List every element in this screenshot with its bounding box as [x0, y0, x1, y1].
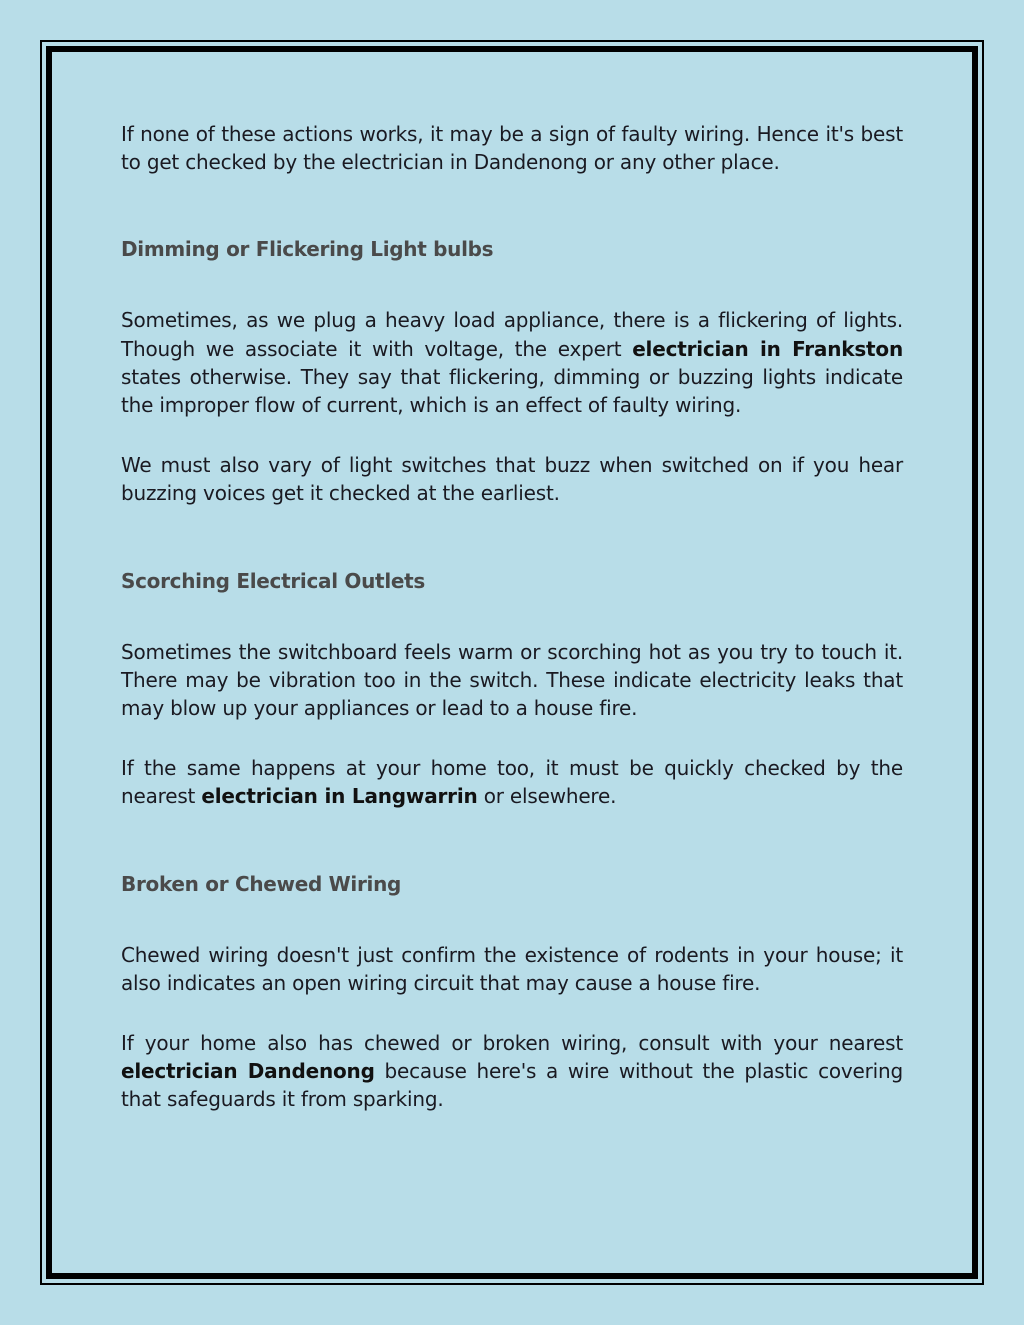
link-electrician-langwarrin[interactable]: electrician in Langwarrin: [201, 784, 478, 809]
paragraph-buzzing-switches: We must also vary of light switches that buzz when switched on if you hear buzzing voices get it checked at the earliest.: [121, 453, 903, 506]
heading-scorching-outlets: Scorching Electrical Outlets: [121, 568, 426, 593]
link-electrician-dandenong[interactable]: electrician Dandenong: [121, 1059, 375, 1084]
paragraph-check-langwarrin: [121, 754, 903, 810]
paragraph-text: Sometimes, as we plug a heavy load appliance, there is a flickering of lights. Though we associate it with voltage, the expert: [121, 308, 903, 361]
document-body: [121, 120, 903, 1114]
heading-dimming-flickering: Dimming or Flickering Light bulbs: [121, 237, 494, 262]
paragraph-chewed-wiring: Chewed wiring doesn't just confirm the existence of rodents in your house; it also indicates an open wiring circuit that may cause a house fire.: [121, 942, 903, 995]
paragraph-hot-switchboard: Sometimes the switchboard feels warm or scorching hot as you try to touch it. There may be vibration too in the switch. These indicate electricity leaks that may blow up your appliances or lead to a house fire.: [121, 639, 903, 721]
paragraph-flickering-lights: [121, 306, 903, 419]
link-electrician-frankston[interactable]: electrician in Frankston: [632, 336, 903, 361]
paragraph-consult-dandenong: [121, 1029, 903, 1114]
paragraph-text: states otherwise. They say that flickering, dimming or buzzing lights indicate the improper flow of current, which is an effect of faulty wiring.: [121, 364, 903, 418]
paragraph-faulty-wiring-intro: If none of these actions works, it may be a sign of faulty wiring. Hence it's best to get checked by the electrician in Dandenong or any other place.: [121, 122, 903, 175]
paragraph-text: If the same happens at your home too, it must be quickly checked by the nearest: [121, 756, 903, 809]
heading-broken-chewed-wiring: Broken or Chewed Wiring: [121, 871, 402, 896]
paragraph-text: If your home also has chewed or broken wiring, consult with your nearest: [121, 1031, 903, 1056]
paragraph-text: because here's a wire without the plastic covering that safeguards it from sparking.: [121, 1059, 904, 1112]
paragraph-text: or elsewhere.: [477, 784, 617, 809]
